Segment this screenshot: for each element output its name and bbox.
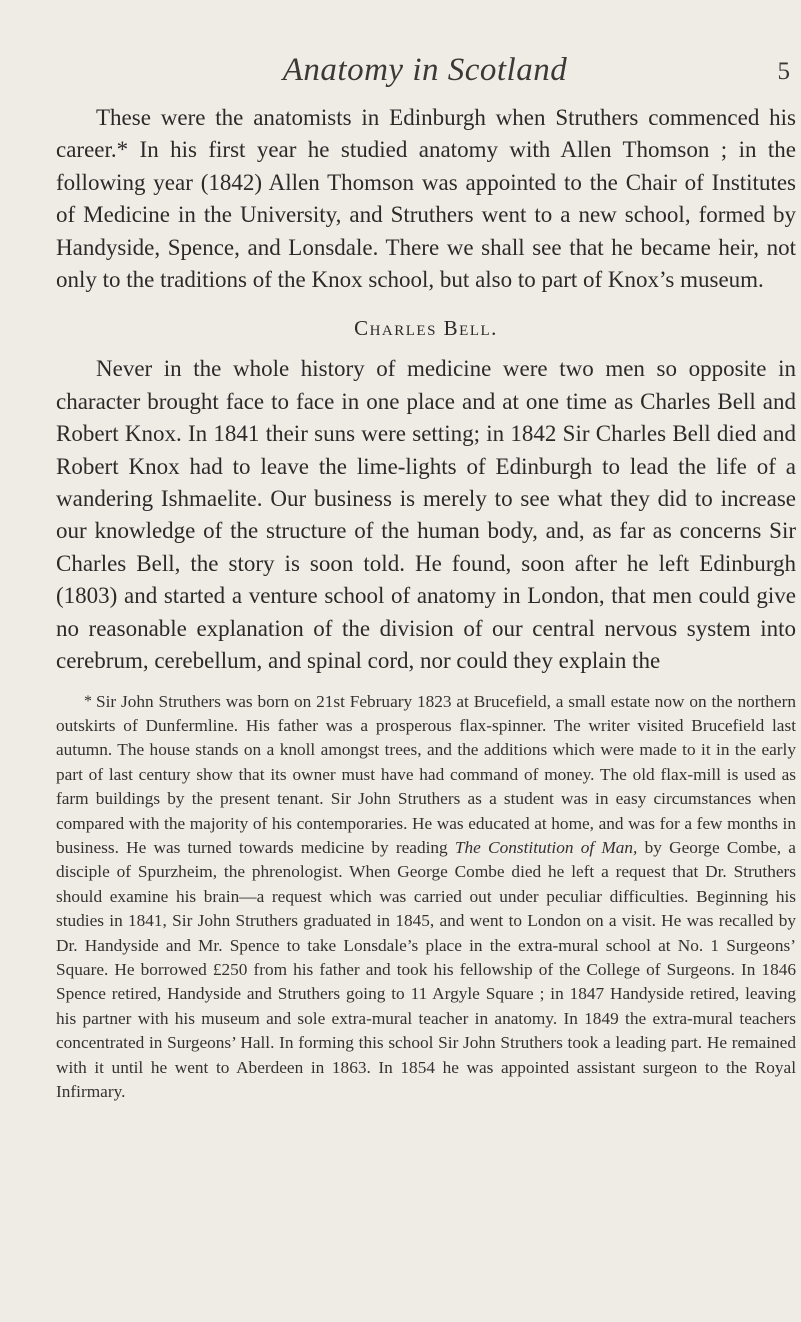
footnote-marker: * xyxy=(84,692,92,710)
body-text xyxy=(56,102,796,1104)
footnote-book-title: The Constitution of Man, xyxy=(454,837,638,857)
section-heading: Charles Bell. xyxy=(354,316,498,341)
footnote-text-end: by George Combe, a disciple of Spurzheim, the phrenologist. When George Combe died he left a request that Dr. Struthers should examine his brain—a request which was carried out under peculiar difficulties. Beginning his studies in 1841, Sir John Struthers graduated in 1845, and went to London on a visit. He was recalled by Dr. Handyside and Mr. Spence to take Lonsdale’s place in the extra-mural school at No. 1 Surgeons’ Square. He borrowed £250 from his father and took his fellowship of the College of Surgeons. In 1846 Spence retired, Handyside and Struthers going to 11 Argyle Square ; in 1847 Handyside retired, leaving his partner with his museum and sole extra-mural teacher in anatomy. In 1849 the extra-mural teachers concentrated in Surgeons’ Hall. In forming this school Sir John Struthers took a leading part. He remained with it until he went to Aberdeen in 1863. In 1854 he was appointed assistant surgeon to the Royal Infirmary. xyxy=(56,837,796,1101)
section-paragraph: Never in the whole history of medicine were two men so opposite in character brought face to face in one place and at one time as Charles Bell and Robert Knox. In 1841 their suns were setting; in 1842 Sir Charles Bell died and Robert Knox had to leave the lime-lights of Edinburgh to lead the life of a wandering Ishmaelite. Our business is merely to see what they did to increase our knowledge of the structure of the human body, and, as far as concerns Sir Charles Bell, the story is soon told. He found, soon after he left Edinburgh (1803) and started a venture school of anatomy in London, that men could give no reasonable explanation of the division of our central nervous system into cerebrum, cerebellum, and spinal cord, nor could they explain the xyxy=(56,356,796,674)
running-head xyxy=(60,52,790,96)
page-number: 5 xyxy=(777,58,790,85)
footnote-text-start: Sir John Struthers was born on 21st February 1823 at Brucefield, a small estate now on the northern outskirts of Dunfermline. His father was a prosperous flax-spinner. The writer visited Brucefield last autumn. The house stands on a knoll amongst trees, and the additions which were made to it in the early part of last century show that its owner must have had command of money. The old flax-mill is used as farm buildings by the present tenant. Sir John Struthers as a student was in easy circumstances when compared with the majority of his contemporaries. He was educated at home, and was for a few months in business. He was turned towards medicine by reading xyxy=(56,691,796,857)
running-title: Anatomy in Scotland xyxy=(282,52,568,88)
opening-paragraph: These were the anatomists in Edinburgh when Struthers commenced his career.* In his first year he studied anatomy with Allen Thomson ; in the following year (1842) Allen Thomson was appointed to the Chair of Institutes of Medicine in the University, and Struthers went to a new school, formed by Handyside, Spence, and Lonsdale. There we shall see that he became heir, not only to the traditions of the Knox school, but also to part of Knox’s museum. xyxy=(56,105,796,293)
footnote xyxy=(56,690,796,1105)
